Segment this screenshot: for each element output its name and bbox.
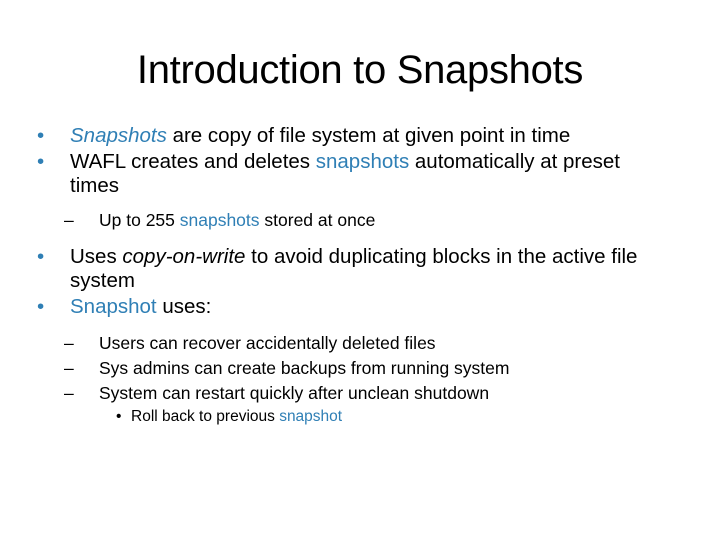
bullet-item (36, 150, 666, 198)
sub-bullet-item (36, 382, 666, 404)
bullet-dot-icon: • (37, 245, 45, 268)
text-segment: copy-on-write (122, 245, 246, 268)
text-segment: are copy of file system at given point in time (166, 124, 571, 147)
text-segment: to avoid duplicating blocks in the active file system (70, 245, 638, 292)
dash-bullet-icon: – (64, 210, 74, 230)
bullet-dot-icon: • (37, 150, 45, 173)
slide-body (36, 124, 666, 427)
slide-title: Introduction to Snapshots (136, 48, 584, 92)
bullet-dot-icon: • (37, 124, 45, 147)
text-segment: snapshots (179, 210, 260, 230)
text-segment: Up to 255 (99, 210, 180, 230)
text-segment: automatically at preset times (70, 150, 620, 197)
text-segment: Snapshots (70, 124, 167, 147)
dash-bullet-icon: – (64, 358, 74, 378)
dash-bullet-icon: – (64, 333, 74, 353)
text-segment: uses: (156, 295, 212, 318)
text-segment: System can restart quickly after unclean shutdown (99, 383, 490, 403)
text-segment: Roll back to previous (131, 408, 280, 425)
text-segment: Uses (70, 245, 123, 268)
bullet-item (36, 124, 666, 148)
sub-bullet-item (36, 209, 666, 231)
sub-bullet-item (36, 332, 666, 354)
sub-sub-bullet-item (36, 407, 666, 427)
bullet-item (36, 245, 666, 293)
bullet-item (36, 295, 666, 319)
sub-bullet-item (36, 357, 666, 379)
text-segment: snapshots (315, 150, 410, 173)
text-segment: Sys admins can create backups from running system (99, 358, 510, 378)
bullet-dot-icon: • (116, 408, 122, 425)
text-segment: Users can recover accidentally deleted files (99, 333, 436, 353)
text-segment: stored at once (259, 210, 376, 230)
bullet-dot-icon: • (37, 295, 45, 318)
dash-bullet-icon: – (64, 383, 74, 403)
text-segment: WAFL creates and deletes (70, 150, 316, 173)
text-segment: Snapshot (70, 295, 157, 318)
text-segment: snapshot (279, 408, 343, 425)
